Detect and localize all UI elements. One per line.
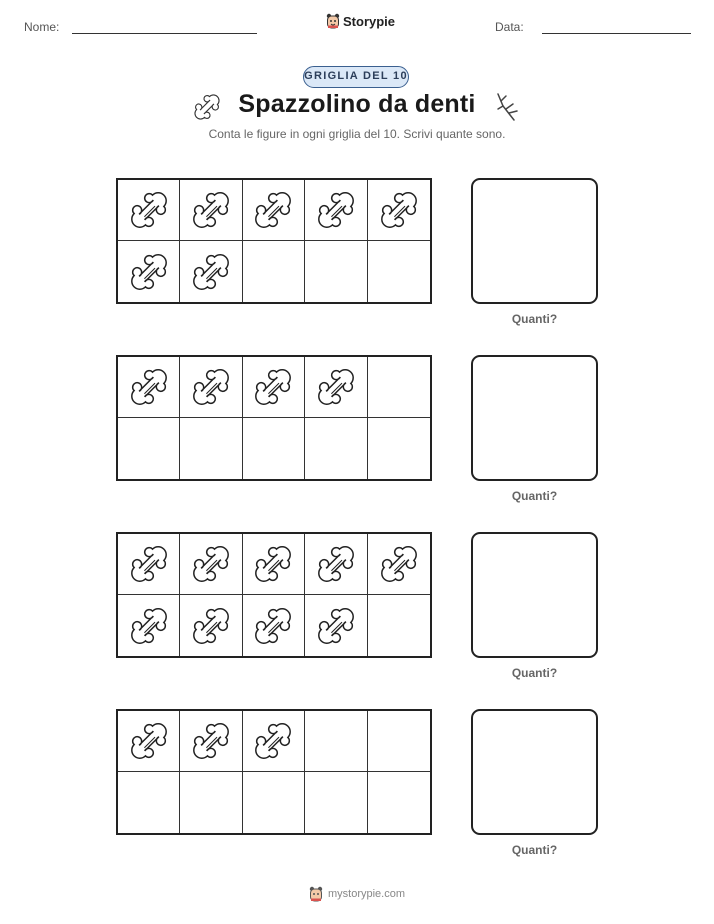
- ten-frame-cell: [368, 418, 430, 479]
- ten-frame-cell: [180, 357, 242, 418]
- ten-frame-3: [116, 532, 432, 658]
- ten-frame-2: [116, 355, 432, 481]
- ten-frame-cell: [118, 241, 180, 302]
- ten-frame-cell: [305, 772, 367, 833]
- ten-frame-cell: [180, 534, 242, 595]
- answer-box-3[interactable]: [471, 532, 598, 658]
- bone-icon: [253, 367, 293, 407]
- ten-frame-cell: [368, 772, 430, 833]
- ten-frame-cell: [368, 180, 430, 241]
- ten-frame-cell: [118, 180, 180, 241]
- ten-frame-cell: [305, 357, 367, 418]
- date-line[interactable]: [542, 33, 691, 34]
- ten-frame-cell: [305, 418, 367, 479]
- ten-frame-cell: [368, 241, 430, 302]
- ten-frame-cell: [243, 534, 305, 595]
- ten-frame-cell: [180, 180, 242, 241]
- answer-label-1: Quanti?: [511, 312, 558, 326]
- bone-icon: [191, 606, 231, 646]
- ten-frame-cell: [180, 595, 242, 656]
- ten-frame-cell: [180, 418, 242, 479]
- footer: [0, 886, 714, 902]
- bone-icon: [191, 544, 231, 584]
- ten-frame-cell: [180, 711, 242, 772]
- answer-label-4: Quanti?: [511, 843, 558, 857]
- bone-icon: [316, 190, 356, 230]
- ten-frame-cell: [305, 241, 367, 302]
- bone-icon: [316, 606, 356, 646]
- bone-icon: [253, 721, 293, 761]
- bone-icon: [191, 721, 231, 761]
- bone-icon: [316, 367, 356, 407]
- answer-box-4[interactable]: [471, 709, 598, 835]
- answer-label-2: Quanti?: [511, 489, 558, 503]
- ten-frame-cell: [243, 711, 305, 772]
- ten-frame-cell: [243, 357, 305, 418]
- ten-frame-cell: [243, 180, 305, 241]
- ten-frame-1: [116, 178, 432, 304]
- answer-box-2[interactable]: [471, 355, 598, 481]
- ten-frame-cell: [180, 241, 242, 302]
- branch-icon: [494, 92, 520, 124]
- ten-frame-cell: [243, 595, 305, 656]
- ten-frame-cell: [305, 711, 367, 772]
- bone-icon: [191, 252, 231, 292]
- bone-icon: [253, 190, 293, 230]
- footer-mascot-icon: [309, 886, 323, 902]
- ten-frame-cell: [243, 241, 305, 302]
- brand-name: Storypie: [343, 13, 396, 29]
- ten-frame-cell: [118, 418, 180, 479]
- brand-logo: [326, 13, 395, 29]
- ten-frame-cell: [368, 595, 430, 656]
- bone-icon: [129, 252, 169, 292]
- ten-frame-cell: [180, 772, 242, 833]
- bone-icon: [191, 367, 231, 407]
- ten-frame-cell: [368, 711, 430, 772]
- answer-box-1[interactable]: [471, 178, 598, 304]
- ten-frame-cell: [243, 418, 305, 479]
- bone-icon: [129, 721, 169, 761]
- ten-frame-cell: [305, 180, 367, 241]
- ten-frame-cell: [118, 595, 180, 656]
- name-label: Nome:: [24, 20, 60, 34]
- ten-frame-4: [116, 709, 432, 835]
- bone-icon: [129, 367, 169, 407]
- ten-frame-cell: [368, 534, 430, 595]
- ten-frame-cell: [118, 534, 180, 595]
- ten-frame-cell: [118, 772, 180, 833]
- name-line[interactable]: [72, 33, 257, 34]
- brand-mascot-icon: [326, 13, 340, 29]
- topic-badge: GRIGLIA DEL 10: [303, 66, 409, 88]
- ten-frame-cell: [305, 595, 367, 656]
- ten-frame-cell: [243, 772, 305, 833]
- page-title: Spazzolino da denti: [238, 90, 476, 118]
- footer-url: mystorypie.com: [327, 888, 406, 900]
- bone-icon: [379, 544, 419, 584]
- answer-label-3: Quanti?: [511, 666, 558, 680]
- bone-icon: [379, 190, 419, 230]
- bone-icon: [316, 544, 356, 584]
- date-label: Data:: [495, 20, 524, 34]
- bone-icon: [253, 544, 293, 584]
- bone-icon: [129, 190, 169, 230]
- bone-icon: [129, 544, 169, 584]
- bone-icon: [253, 606, 293, 646]
- ten-frame-cell: [305, 534, 367, 595]
- ten-frame-cell: [368, 357, 430, 418]
- ten-frame-cell: [118, 357, 180, 418]
- ten-frame-cell: [118, 711, 180, 772]
- bone-icon: [129, 606, 169, 646]
- bone-icon: [191, 190, 231, 230]
- instructions: Conta le figure in ogni griglia del 10. Scrivi quante sono.: [208, 127, 506, 141]
